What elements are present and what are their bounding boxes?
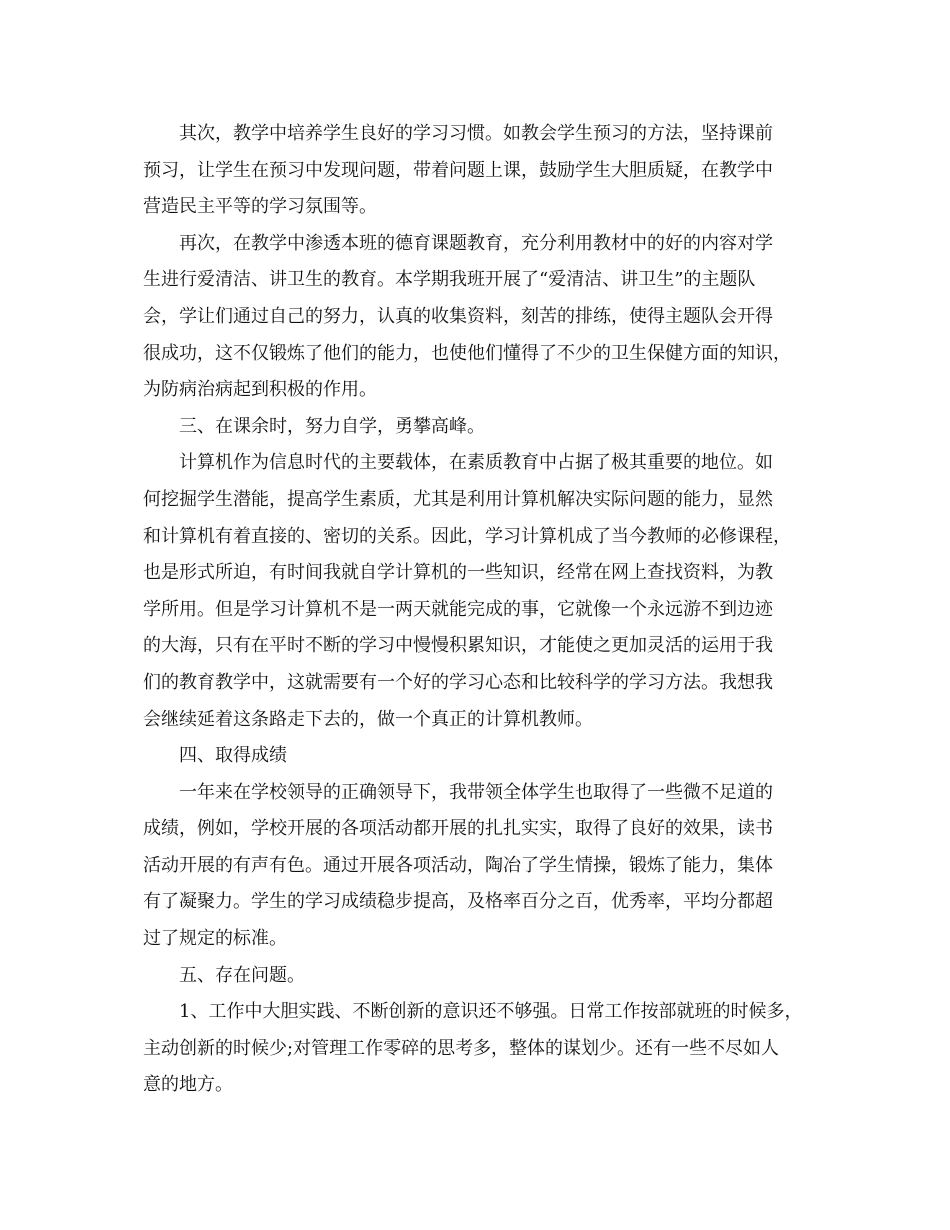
text-line: 很成功，这不仅锻炼了他们的能力，也使他们懂得了不少的卫生保健方面的知识， <box>143 342 791 364</box>
text-line: 有了凝聚力。学生的学习成绩稳步提高，及格率百分之百，优秀率，平均分都超 <box>143 891 773 913</box>
text-line: 活动开展的有声有色。通过开展各项活动，陶冶了学生情操，锻炼了能力，集体 <box>143 854 773 876</box>
text-line: 过了规定的标准。 <box>143 928 287 950</box>
text-line: 营造民主平等的学习氛围等。 <box>143 196 377 218</box>
text-line: 意的地方。 <box>143 1074 233 1096</box>
text-line: 学所用。但是学习计算机不是一两天就能完成的事，它就像一个永远游不到边迹 <box>143 598 773 620</box>
text-line: 也是形式所迫，有时间我就自学计算机的一些知识，经常在网上查找资料，为教 <box>143 562 773 584</box>
text-line: 计算机作为信息时代的主要载体，在素质教育中占据了极其重要的地位。如 <box>179 452 773 474</box>
text-line: 生进行爱清洁、讲卫生的教育。本学期我班开展了“爱清洁、讲卫生”的主题队 <box>143 269 756 291</box>
text-line: 会继续延着这条路走下去的，做一个真正的计算机教师。 <box>143 708 593 730</box>
text-line: 的大海，只有在平时不断的学习中慢慢积累知识，才能使之更加灵活的运用于我 <box>143 635 773 657</box>
text-line: 和计算机有着直接的、密切的关系。因此，学习计算机成了当今教师的必修课程， <box>143 525 791 547</box>
section-heading: 三、在课余时，努力自学，勇攀高峰。 <box>179 415 485 437</box>
text-line: 何挖掘学生潜能，提高学生素质，尤其是利用计算机解决实际问题的能力，显然 <box>143 488 773 510</box>
text-line: 成绩，例如，学校开展的各项活动都开展的扎扎实实，取得了良好的效果，读书 <box>143 818 773 840</box>
text-line: 们的教育教学中，这就需要有一个好的学习心态和比较科学的学习方法。我想我 <box>143 671 773 693</box>
text-line: 预习，让学生在预习中发现问题，带着问题上课，鼓励学生大胆质疑，在教学中 <box>143 159 773 181</box>
section-heading: 五、存在问题。 <box>179 964 305 986</box>
text-line: 再次，在教学中渗透本班的德育课题教育，充分利用教材中的好的内容对学 <box>179 232 773 254</box>
text-line: 其次，教学中培养学生良好的学习习惯。如教会学生预习的方法，坚持课前 <box>179 123 773 144</box>
text-line: 主动创新的时候少;对管理工作零碎的思考多，整体的谋划少。还有一些不尽如人 <box>143 1037 780 1059</box>
section-heading: 四、取得成绩 <box>179 745 287 767</box>
document-body <box>143 116 807 1104</box>
text-line: 为防病治病起到积极的作用。 <box>143 379 377 401</box>
text-line: 1、工作中大胆实践、不断创新的意识还不够强。日常工作按部就班的时候多， <box>179 1001 803 1023</box>
text-line: 会，学让们通过自己的努力，认真的收集资料，刻苦的排练，使得主题队会开得 <box>143 305 773 327</box>
text-line: 一年来在学校领导的正确领导下，我带领全体学生也取得了一些微不足道的 <box>179 781 773 803</box>
